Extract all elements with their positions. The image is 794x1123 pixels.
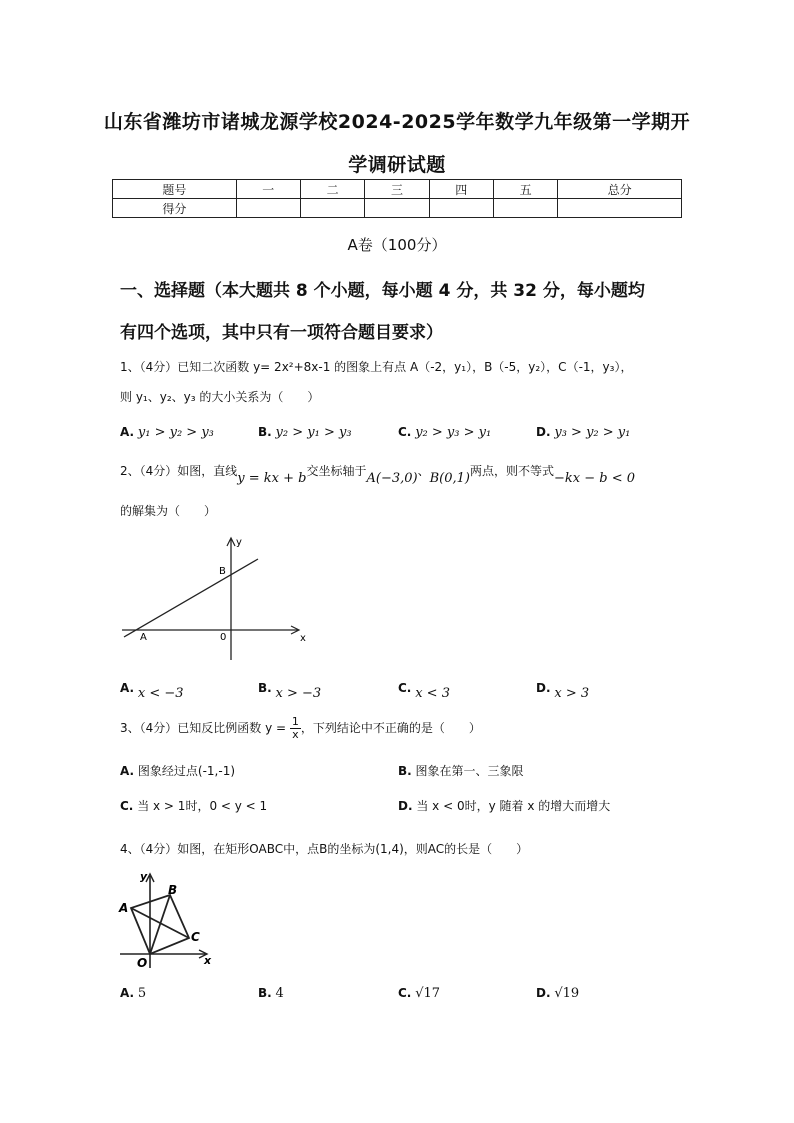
q4-rectangle-figure xyxy=(118,868,228,972)
label-b: B xyxy=(219,566,226,577)
section-heading-line2: 有四个选项，其中只有一项符合题目要求） xyxy=(120,323,443,343)
option-text: 当 x > 1时，0 < y < 1 xyxy=(137,799,268,813)
option-label: C. xyxy=(398,425,412,439)
label-origin: 0 xyxy=(220,632,227,643)
option-label: A. xyxy=(120,681,135,695)
q2-inequality: −kx − b < 0 xyxy=(554,471,636,486)
q2-sep: 、 xyxy=(417,464,430,478)
q4-option-b[interactable] xyxy=(258,986,284,1001)
option-text: 图象经过点(-1,-1) xyxy=(137,764,236,778)
score-row-label: 得分 xyxy=(113,199,237,218)
option-expr: √19 xyxy=(554,986,580,1001)
option-text: 图象在第一、三象限 xyxy=(415,764,524,778)
score-header-cell: 二 xyxy=(300,180,364,199)
option-expr: 4 xyxy=(275,986,284,1001)
fraction-denominator: x xyxy=(292,728,299,741)
question-4-text: 4、（4分）如图，在矩形OABC中，点B的坐标为(1,4)，则AC的长是（ ） xyxy=(120,842,529,856)
option-expr: √17 xyxy=(415,986,441,1001)
option-label: D. xyxy=(536,986,551,1000)
q2-option-c[interactable] xyxy=(398,681,450,701)
question-3-text xyxy=(120,716,481,741)
label-y: y xyxy=(140,870,148,883)
q3-prefix: 3、（4分）已知反比例函数 y = xyxy=(120,721,287,735)
option-label: B. xyxy=(398,764,412,778)
document-title-line1: 山东省潍坊市诸城龙源学校2024-2025学年数学九年级第一学期开 xyxy=(103,111,691,133)
score-header-cell: 题号 xyxy=(113,180,237,199)
option-expr: y₂ > y₃ > y₁ xyxy=(415,425,492,440)
score-cell[interactable] xyxy=(236,199,300,218)
score-header-cell: 三 xyxy=(365,180,429,199)
option-expr: y₃ > y₂ > y₁ xyxy=(554,425,631,440)
q3-fraction xyxy=(290,716,301,741)
score-table xyxy=(112,179,682,218)
q4-option-c[interactable] xyxy=(398,986,440,1001)
question-1-text: 1、（4分）已知二次函数 y= 2x²+8x-1 的图象上有点 A（-2，y₁），B（-5，y₂），C（-1，y₃）， xyxy=(120,360,633,374)
label-a: A xyxy=(140,632,147,643)
q2-mid: 交坐标轴于 xyxy=(306,464,367,478)
q2-option-d[interactable] xyxy=(536,681,590,701)
label-b: B xyxy=(168,883,178,897)
q2-line-expr: y = kx + b xyxy=(237,471,307,486)
score-cell[interactable] xyxy=(365,199,429,218)
label-x: x xyxy=(204,954,212,967)
q3-option-c[interactable] xyxy=(120,797,267,814)
diagonal-ob xyxy=(150,895,170,954)
q3-option-d[interactable] xyxy=(398,797,610,814)
score-header-cell: 总分 xyxy=(558,180,682,199)
option-expr: 5 xyxy=(137,986,147,1001)
q2-point-a: A(−3,0) xyxy=(366,471,418,486)
option-label: A. xyxy=(120,986,135,1000)
option-expr: x > −3 xyxy=(275,686,322,701)
score-table-score-row xyxy=(113,199,682,218)
score-header-cell: 五 xyxy=(493,180,557,199)
option-label: B. xyxy=(258,986,272,1000)
label-o: O xyxy=(137,956,148,970)
option-label: A. xyxy=(120,425,135,439)
score-header-cell: 四 xyxy=(429,180,493,199)
option-expr: x < 3 xyxy=(415,686,450,701)
section-heading-line1: 一、选择题（本大题共 8 个小题，每小题 4 分，共 32 分，每小题均 xyxy=(120,281,645,301)
option-label: A. xyxy=(120,764,135,778)
question-1-text-2: 则 y₁、y₂、y₃ 的大小关系为（ ） xyxy=(120,390,320,404)
q3-option-b[interactable] xyxy=(398,762,524,779)
document-title-line2: 学调研试题 xyxy=(348,154,446,176)
option-label: C. xyxy=(398,681,412,695)
label-c: C xyxy=(191,930,200,944)
q2-mid2: 两点，则不等式 xyxy=(470,464,555,478)
score-cell[interactable] xyxy=(493,199,557,218)
option-text: 当 x < 0时，y 随着 x 的增大而增大 xyxy=(416,799,611,813)
q2-option-b[interactable] xyxy=(258,681,322,701)
q4-option-a[interactable] xyxy=(120,986,146,1001)
option-label: C. xyxy=(120,799,134,813)
q3-suffix: ，下列结论中不正确的是（ ） xyxy=(300,721,481,735)
option-label: D. xyxy=(536,681,551,695)
q2-coordinate-figure xyxy=(118,533,308,663)
option-label: D. xyxy=(536,425,551,439)
score-table-header-row xyxy=(113,180,682,199)
score-cell[interactable] xyxy=(429,199,493,218)
q1-option-a[interactable] xyxy=(120,425,214,440)
label-y: y xyxy=(236,537,242,548)
q3-option-a[interactable] xyxy=(120,762,235,779)
option-expr: x > 3 xyxy=(554,686,590,701)
label-a: A xyxy=(119,901,129,915)
q4-option-d[interactable] xyxy=(536,986,579,1001)
option-label: B. xyxy=(258,425,272,439)
q1-option-c[interactable] xyxy=(398,425,491,440)
option-label: D. xyxy=(398,799,413,813)
question-2-text-2: 的解集为（ ） xyxy=(120,504,217,518)
q2-point-b: B(0,1) xyxy=(429,471,470,486)
q1-option-d[interactable] xyxy=(536,425,630,440)
score-cell[interactable] xyxy=(558,199,682,218)
q1-option-b[interactable] xyxy=(258,425,352,440)
line-kx-b xyxy=(124,559,258,637)
option-expr: x < −3 xyxy=(137,686,184,701)
option-label: B. xyxy=(258,681,272,695)
option-expr: y₁ > y₂ > y₃ xyxy=(137,425,214,440)
question-2-text xyxy=(120,462,636,486)
fraction-numerator: 1 xyxy=(291,715,299,728)
q2-option-a[interactable] xyxy=(120,681,184,701)
label-x: x xyxy=(300,633,306,644)
paper-label: A卷（100分） xyxy=(347,236,447,254)
q2-prefix: 2、（4分）如图，直线 xyxy=(120,464,238,478)
option-expr: y₂ > y₁ > y₃ xyxy=(275,425,352,440)
option-label: C. xyxy=(398,986,412,1000)
score-header-cell: 一 xyxy=(236,180,300,199)
score-cell[interactable] xyxy=(300,199,364,218)
